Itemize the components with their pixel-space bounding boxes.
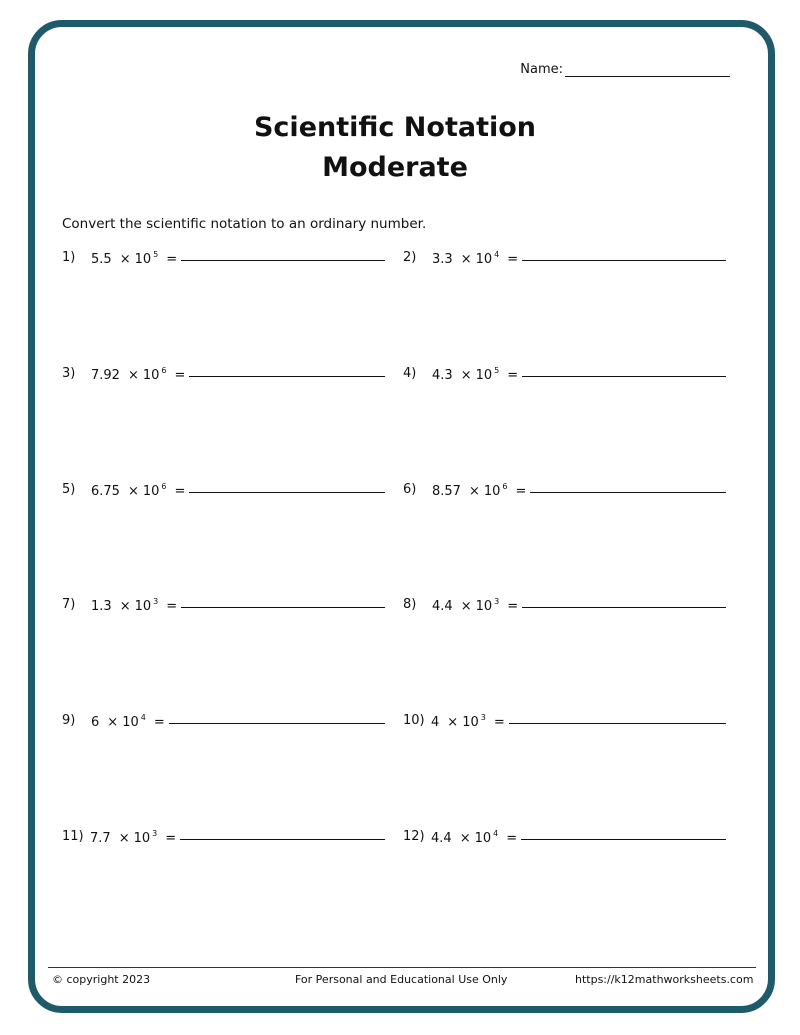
problem-item [403,366,726,388]
base: 10 [475,599,493,614]
footer-copyright: © copyright 2023 [52,973,151,986]
exponent: 5 [153,250,159,259]
base: 10 [133,831,151,846]
equals-sign: = [153,715,165,730]
footer-site: https://k12mathworksheets.com [575,973,754,986]
name-blank-line[interactable] [565,62,730,77]
base: 10 [462,715,479,730]
answer-line[interactable] [509,723,726,724]
times-sign: × [107,715,119,730]
problem-item [403,713,726,735]
times-sign: × [460,599,472,614]
problem-number: 8) [403,597,417,612]
problem-expression [91,250,177,267]
times-sign: × [468,484,480,499]
answer-line[interactable] [181,260,385,261]
exponent: 3 [153,597,159,606]
times-sign: × [460,252,472,267]
times-sign: × [118,831,130,846]
equals-sign: = [166,252,178,267]
instructions: Convert the scientific notation to an ordinary number. [62,216,427,232]
problem-number: 12) [403,829,425,844]
exponent: 3 [480,713,486,722]
problem-expression [431,713,505,730]
problem-item [62,597,385,619]
exponent: 6 [161,366,167,375]
problem-item [403,482,726,504]
answer-line[interactable] [522,260,726,261]
exponent: 5 [494,366,500,375]
base: 10 [142,368,160,383]
name-field[interactable] [520,62,730,77]
equals-sign: = [493,715,505,730]
equals-sign: = [507,252,519,267]
footer-divider [48,967,756,968]
exponent: 4 [493,829,499,838]
page-title [0,108,790,188]
answer-line[interactable] [522,376,726,377]
coefficient: 8.57 [432,484,461,499]
coefficient: 4.4 [431,831,452,846]
times-sign: × [127,484,139,499]
problem-number: 7) [62,597,76,612]
exponent: 3 [494,597,500,606]
coefficient: 6 [91,715,100,730]
problem-item [62,829,385,851]
problem-number: 5) [62,482,76,497]
problem-expression [432,597,518,614]
equals-sign: = [174,368,186,383]
coefficient: 7.92 [91,368,120,383]
problem-item [403,250,726,272]
title-line-1: Scientific Notation [253,112,537,143]
equals-sign: = [165,831,177,846]
answer-line[interactable] [522,607,726,608]
equals-sign: = [515,484,527,499]
problem-item [62,366,385,388]
exponent: 4 [140,713,146,722]
times-sign: × [459,831,471,846]
exponent: 3 [152,829,158,838]
problem-expression [91,366,185,383]
coefficient: 4.4 [432,599,453,614]
problem-expression [432,366,518,383]
equals-sign: = [507,599,519,614]
answer-line[interactable] [189,376,385,377]
equals-sign: = [506,831,518,846]
problem-number: 6) [403,482,417,497]
base: 10 [475,252,493,267]
coefficient: 7.7 [90,831,111,846]
problem-expression [431,829,517,846]
problem-number: 4) [403,366,417,381]
times-sign: × [119,252,131,267]
times-sign: × [119,599,131,614]
problem-expression [91,597,177,614]
base: 10 [475,368,493,383]
coefficient: 3.3 [432,252,453,267]
equals-sign: = [166,599,178,614]
problem-item [62,713,385,735]
coefficient: 5.5 [91,252,112,267]
coefficient: 1.3 [91,599,112,614]
base: 10 [134,252,152,267]
answer-line[interactable] [530,492,726,493]
name-label: Name: [520,62,563,77]
equals-sign: = [507,368,519,383]
base: 10 [474,831,492,846]
problem-number: 2) [403,250,417,265]
times-sign: × [460,368,472,383]
problem-item [62,482,385,504]
answer-line[interactable] [521,839,726,840]
times-sign: × [127,368,139,383]
times-sign: × [447,715,459,730]
coefficient: 4.3 [432,368,453,383]
problem-expression [432,482,526,499]
problem-expression [91,482,185,499]
exponent: 6 [161,482,167,491]
problem-expression [90,829,176,846]
coefficient: 4 [431,715,440,730]
title-line-2: Moderate [322,152,468,183]
base: 10 [142,484,160,499]
problem-item [403,829,726,851]
answer-line[interactable] [169,723,385,724]
problem-number: 9) [62,713,76,728]
footer-usage: For Personal and Educational Use Only [295,973,508,986]
exponent: 4 [494,250,500,259]
problem-number: 10) [403,713,425,728]
problem-number: 3) [62,366,76,381]
problem-number: 1) [62,250,76,265]
answer-line[interactable] [189,492,385,493]
problem-expression [91,713,165,730]
base: 10 [122,715,139,730]
coefficient: 6.75 [91,484,120,499]
answer-line[interactable] [181,607,385,608]
answer-line[interactable] [180,839,385,840]
base: 10 [483,484,501,499]
equals-sign: = [174,484,186,499]
problem-item [62,250,385,272]
problem-expression [432,250,518,267]
problem-number: 11) [62,829,84,844]
exponent: 6 [502,482,508,491]
base: 10 [134,599,152,614]
problem-item [403,597,726,619]
